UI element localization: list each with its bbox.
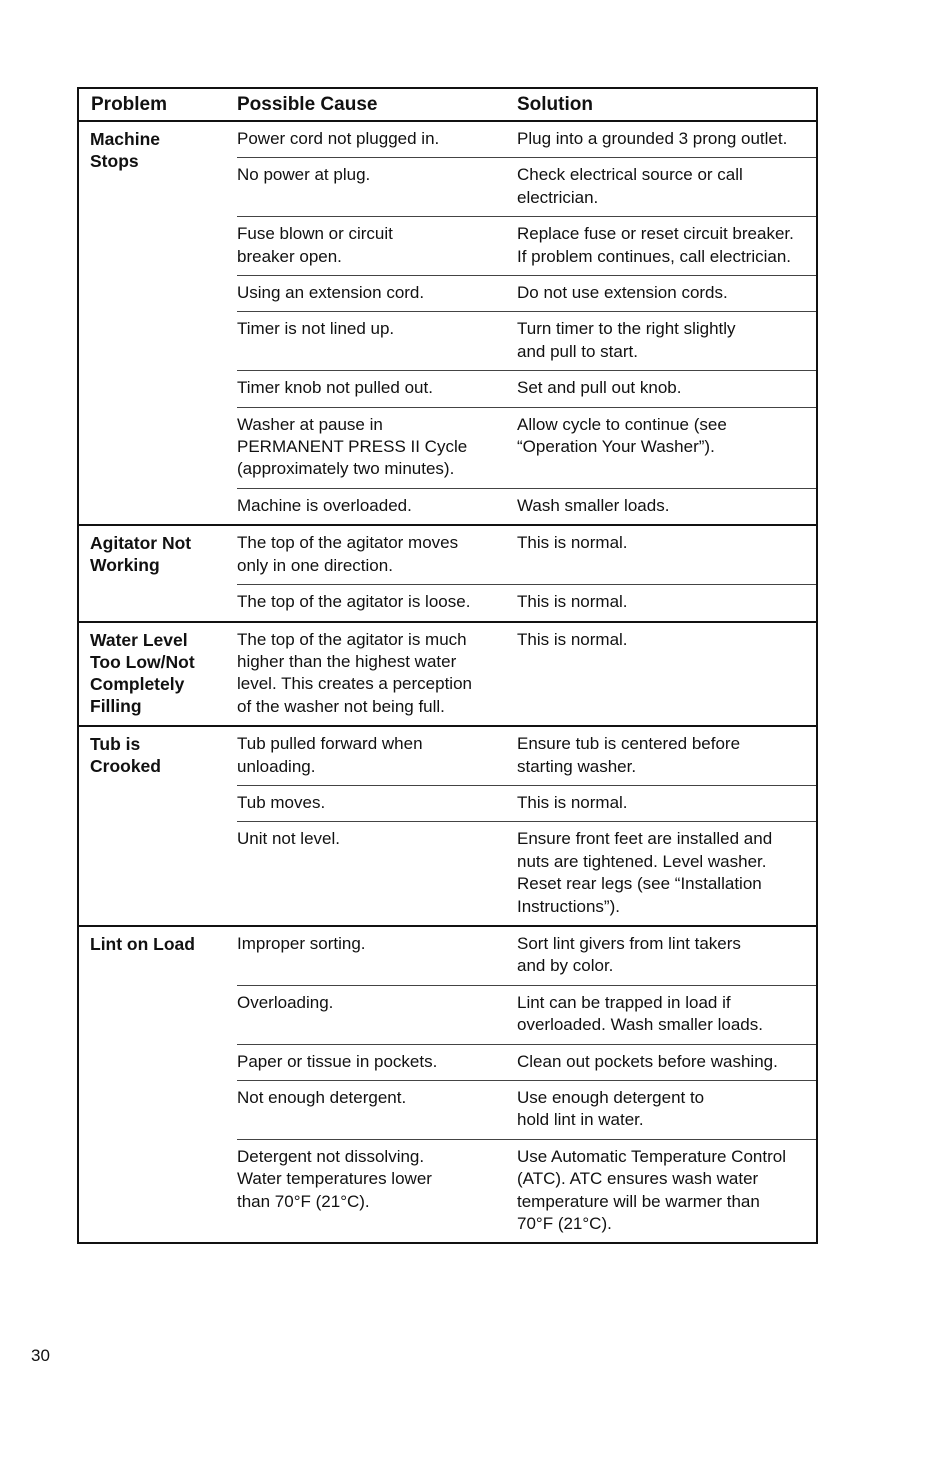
- header-problem: Problem: [91, 93, 168, 115]
- table-row: [237, 216, 816, 275]
- table-row: [237, 1044, 816, 1080]
- table-row: [237, 985, 816, 1044]
- solution-cell: [517, 585, 814, 620]
- problem-label: [90, 629, 230, 717]
- solution-line: electrician.: [517, 187, 599, 207]
- table-row: [237, 526, 816, 584]
- solution-cell: [517, 122, 814, 157]
- possible-cause-cell: [237, 786, 517, 821]
- possible-cause-line: The top of the agitator is much: [237, 629, 467, 649]
- possible-cause-cell: [237, 489, 517, 524]
- possible-cause-line: than 70°F (21°C).: [237, 1191, 370, 1211]
- problem-label-line: Agitator Not: [90, 533, 192, 554]
- table-row: [237, 1139, 816, 1243]
- solution-line: Lint can be trapped in load if: [517, 992, 731, 1012]
- solution-cell: [517, 1140, 814, 1243]
- problem-label-line: Tub is: [90, 734, 141, 755]
- problem-label-line: Stops: [90, 151, 139, 171]
- solution-cell: [517, 822, 814, 925]
- solution-line: nuts are tightened. Level washer.: [517, 851, 767, 871]
- solution-cell: [517, 489, 814, 524]
- possible-cause-line: Overloading.: [237, 992, 334, 1012]
- solution-cell: [517, 623, 814, 726]
- table-row: [237, 122, 816, 157]
- header-possible-cause: Possible Cause: [237, 93, 378, 115]
- possible-cause-line: Detergent not dissolving.: [237, 1146, 425, 1166]
- possible-cause-line: Washer at pause in: [237, 414, 383, 434]
- solution-line: (ATC). ATC ensures wash water: [517, 1169, 759, 1189]
- possible-cause-cell: [237, 727, 517, 785]
- possible-cause-cell: [237, 217, 517, 275]
- possible-cause-cell: [237, 585, 517, 620]
- solution-line: overloaded. Wash smaller loads.: [517, 1015, 763, 1035]
- possible-cause-line: Unit not level.: [237, 829, 340, 849]
- solution-line: Sort lint givers from lint takers: [517, 933, 741, 953]
- possible-cause-cell: [237, 276, 517, 311]
- problem-label-line: Filling: [90, 695, 142, 716]
- table-row: [237, 488, 816, 524]
- solution-line: and pull to start.: [517, 341, 638, 361]
- possible-cause-line: Machine is overloaded.: [237, 495, 412, 515]
- possible-cause-cell: [237, 408, 517, 488]
- problem-label-line: Crooked: [90, 756, 161, 777]
- solution-line: This is normal.: [517, 533, 628, 553]
- solution-line: Use enough detergent to: [517, 1088, 705, 1107]
- solution-line: Instructions”).: [517, 896, 620, 916]
- solution-cell: [517, 312, 814, 370]
- possible-cause-cell: [237, 1140, 517, 1243]
- table-row: [237, 927, 816, 985]
- solution-line: and by color.: [517, 956, 614, 976]
- possible-cause-line: Tub pulled forward when: [237, 734, 423, 754]
- problem-label: [90, 128, 230, 172]
- solution-line: Replace fuse or reset circuit breaker.: [517, 224, 794, 244]
- possible-cause-line: Timer knob not pulled out.: [237, 378, 433, 398]
- problem-label: [90, 733, 230, 777]
- problem-label-line: Completely: [90, 673, 185, 694]
- solution-cell: [517, 371, 814, 406]
- possible-cause-line: unloading.: [237, 756, 316, 776]
- solution-line: Plug into a grounded 3 prong outlet.: [517, 129, 788, 148]
- solution-cell: [517, 986, 814, 1044]
- possible-cause-cell: [237, 822, 517, 925]
- solution-cell: [517, 727, 814, 785]
- problem-label: [90, 532, 230, 576]
- problem-label-line: Machine: [90, 129, 161, 149]
- solution-line: Wash smaller loads.: [517, 495, 670, 515]
- table-header: [79, 89, 816, 122]
- page-number: 30: [31, 1346, 50, 1365]
- solution-line: starting washer.: [517, 756, 637, 776]
- solution-line: Reset rear legs (see “Installation: [517, 874, 762, 894]
- possible-cause-line: Water temperatures lower: [237, 1169, 432, 1189]
- solution-line: This is normal.: [517, 792, 628, 812]
- possible-cause-cell: [237, 986, 517, 1044]
- solution-line: 70°F (21°C).: [517, 1214, 612, 1234]
- table-row: [237, 584, 816, 620]
- solution-line: This is normal.: [517, 629, 628, 649]
- possible-cause-line: PERMANENT PRESS II Cycle: [237, 437, 468, 457]
- solution-cell: [517, 217, 814, 275]
- problem-group: [79, 623, 816, 728]
- solution-line: Use Automatic Temperature Control: [517, 1146, 786, 1166]
- solution-cell: [517, 1081, 814, 1139]
- possible-cause-line: of the washer not being full.: [237, 696, 445, 716]
- possible-cause-line: only in one direction.: [237, 555, 393, 575]
- troubleshooting-table: [77, 87, 818, 1244]
- solution-line: Ensure tub is centered before: [517, 734, 741, 754]
- solution-cell: [517, 158, 814, 216]
- solution-line: Ensure front feet are installed and: [517, 829, 773, 849]
- solution-cell: [517, 408, 814, 488]
- possible-cause-line: No power at plug.: [237, 165, 371, 185]
- possible-cause-line: Improper sorting.: [237, 933, 366, 953]
- solution-cell: [517, 927, 814, 985]
- solution-cell: [517, 786, 814, 821]
- possible-cause-line: higher than the highest water: [237, 651, 457, 671]
- problem-label: [90, 933, 230, 955]
- possible-cause-cell: [237, 1045, 517, 1080]
- solution-line: Check electrical source or call: [517, 165, 743, 185]
- possible-cause-cell: [237, 623, 517, 726]
- solution-line: Do not use extension cords.: [517, 283, 728, 303]
- solution-cell: [517, 276, 814, 311]
- table-row: [237, 727, 816, 785]
- possible-cause-cell: [237, 312, 517, 370]
- possible-cause-cell: [237, 158, 517, 216]
- possible-cause-line: Fuse blown or circuit: [237, 224, 393, 244]
- possible-cause-line: Not enough detergent.: [237, 1088, 407, 1107]
- solution-line: “Operation Your Washer”).: [517, 437, 715, 457]
- solution-line: Turn timer to the right slightly: [517, 319, 736, 339]
- possible-cause-cell: [237, 122, 517, 157]
- problem-label-line: Working: [90, 555, 160, 576]
- possible-cause-cell: [237, 526, 517, 584]
- possible-cause-line: (approximately two minutes).: [237, 459, 455, 479]
- problem-label-line: Lint on Load: [90, 933, 195, 954]
- problem-group: [79, 526, 816, 622]
- problem-group: [79, 727, 816, 927]
- solution-cell: [517, 526, 814, 584]
- possible-cause-line: Timer is not lined up.: [237, 319, 395, 339]
- table-row: [237, 275, 816, 311]
- possible-cause-line: Using an extension cord.: [237, 283, 425, 303]
- problem-label-line: Too Low/Not: [90, 651, 195, 672]
- table-row: [237, 623, 816, 726]
- header-solution: Solution: [517, 93, 593, 115]
- possible-cause-cell: [237, 1081, 517, 1139]
- possible-cause-line: The top of the agitator moves: [237, 533, 459, 553]
- table-row: [237, 311, 816, 370]
- table-row: [237, 157, 816, 216]
- solution-line: Set and pull out knob.: [517, 378, 682, 398]
- possible-cause-cell: [237, 927, 517, 985]
- table-row: [237, 370, 816, 406]
- solution-line: Clean out pockets before washing.: [517, 1051, 778, 1071]
- table-body: [79, 122, 816, 1242]
- possible-cause-cell: [237, 371, 517, 406]
- table-row: [237, 785, 816, 821]
- table-row: [237, 407, 816, 488]
- possible-cause-line: The top of the agitator is loose.: [237, 592, 471, 612]
- solution-line: This is normal.: [517, 592, 628, 612]
- possible-cause-line: Power cord not plugged in.: [237, 129, 440, 148]
- solution-line: hold lint in water.: [517, 1110, 644, 1130]
- problem-group: [79, 122, 816, 526]
- possible-cause-line: level. This creates a perception: [237, 674, 472, 694]
- possible-cause-line: Tub moves.: [237, 792, 326, 812]
- possible-cause-line: breaker open.: [237, 246, 342, 266]
- table-row: [237, 1080, 816, 1139]
- solution-line: Allow cycle to continue (see: [517, 414, 727, 434]
- problem-label-line: Water Level: [90, 629, 188, 650]
- problem-group: [79, 927, 816, 1242]
- solution-line: temperature will be warmer than: [517, 1191, 760, 1211]
- solution-cell: [517, 1045, 814, 1080]
- solution-line: If problem continues, call electrician.: [517, 246, 792, 266]
- possible-cause-line: Paper or tissue in pockets.: [237, 1051, 438, 1071]
- table-row: [237, 821, 816, 925]
